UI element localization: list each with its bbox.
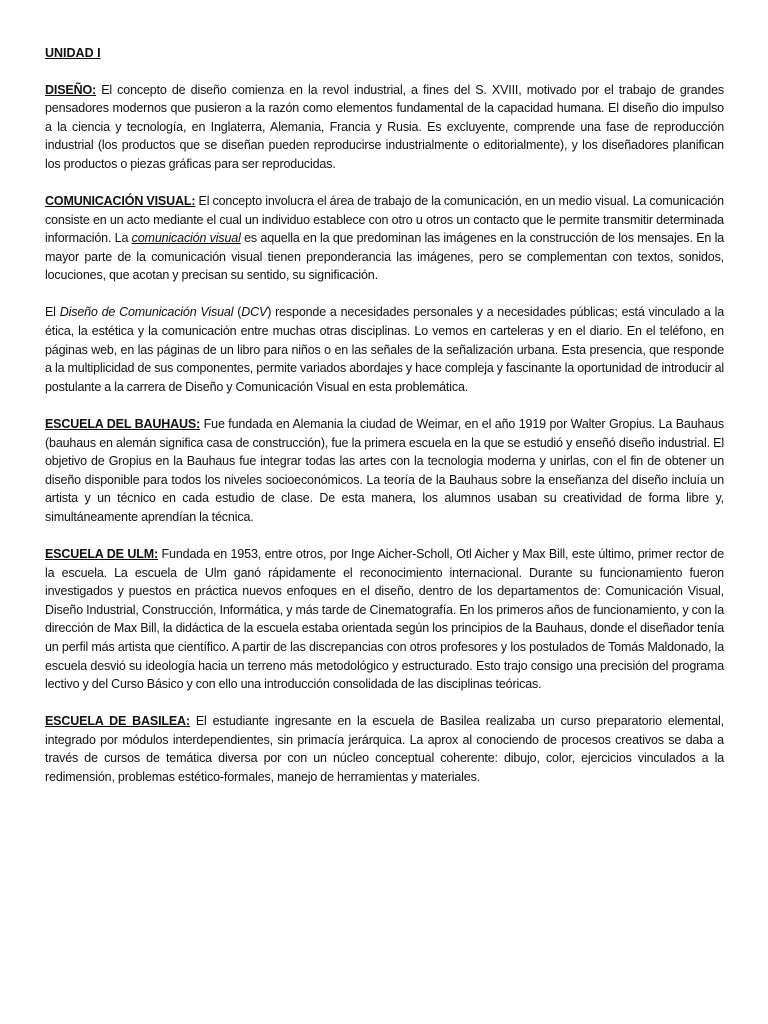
section-label: ESCUELA DEL BAUHAUS: <box>45 416 201 431</box>
paragraph-diseno <box>45 81 724 174</box>
paragraph-ulm <box>45 545 724 694</box>
paragraph-bauhaus <box>45 415 724 527</box>
paragraph-text: El concepto involucra el área de trabajo de la comunicación, en un medio visual. La comunicación consiste en un acto mediante el cual un individuo establece con otro u otros un contacto que le permite transmitir determinada información. La <box>45 193 724 246</box>
section-label: ESCUELA DE BASILEA: <box>45 714 190 729</box>
section-label: DISEÑO: <box>45 82 97 97</box>
emphasized-text: Diseño de Comunicación Visual <box>59 305 234 320</box>
paragraph-basilea <box>45 712 724 786</box>
emphasized-text: DCV <box>241 305 268 320</box>
section-label: COMUNICACIÓN VISUAL: <box>45 193 196 208</box>
emphasized-text: comunicación visual <box>131 231 241 246</box>
paragraph-text: Fue fundada en Alemania la ciudad de Weimar, en el año 1919 por Walter Gropius. La Bauhaus (bauhaus en alemán significa casa de construcción), fue la primera escuela en la que se estudió y enseñó diseño industrial. El objetivo de Gropius en la Bauhaus fue integrar todas las artes con la tecnologia moderna y unirlas, con el fin de obtener un diseño disponible para todos los niveles socioeconómicos. La teoría de la Bauhaus sobre la enseñanza del diseño incluía un artista y un técnico en cada estudio de clase. De esta manera, los alumnos usaban su creatividad de forma libre y, simultáneamente aprendían la técnica. <box>45 416 725 524</box>
paragraph-text: ( <box>233 305 242 320</box>
paragraph-text: El concepto de diseño comienza en la revol industrial, a fines del S. XVIII, motivado por el trabajo de grandes pensadores modernos que pusieron a la razón como elementos fundamental de la capacidad humana. El diseño dio impulso a la ciencia y tecnología, en Inglaterra, Alemania, Francia y Rusia. Es excluyente, comprende una fase de reproducción industrial (los productos que se diseñan pueden reproducirse industrialmente o editorialmente), y los diseñadores planifican los productos o piezas gráficas para ser reproducidas. <box>45 82 724 171</box>
paragraph-text: ) responde a necesidades personales y a necesidades públicas; está vinculado a la ética, la estética y la comunicación entre muchas otras disciplinas. Lo vemos en carteleras y en el diario. En el teléfono, en páginas web, en las páginas de un libro para niños o en las señales de la señalización urbana. Esta presencia, que responde a la multiplicidad de sus componentes, permite variados abordajes y hace compleja y fascinante la oportunidad de introducir al postulante a la carrera de Diseño y Comunicación Visual en esta problemática. <box>45 305 724 394</box>
paragraph-text: El <box>45 305 60 320</box>
paragraph-text: Fundada en 1953, entre otros, por Inge Aicher-Scholl, Otl Aicher y Max Bill, este último, primer rector de la escuela. La escuela de Ulm ganó rápidamente el reconocimiento internacional. Durante su funcionamiento fueron investigados y puestos en práctica nuevos enfoques en el diseño, dentro de los departamentos de: Comunicación Visual, Diseño Industrial, Construcción, Informática, y más tarde de Cinematografía. En los primeros años de funcionamiento, y con la dirección de Max Bill, la didáctica de la escuela estaba orientada según los principios de la Bauhaus, donde el diseñador tenía un perfil más artista que científico. A partir de las discrepancias con otros profesores y los postulados de Tomás Maldonado, la escuela desvió su ideología hacia un terreno más metodológico y estructurado. Esto trajo consigo una precisión del programa lectivo y del Curso Básico y con ello una introducción consolidada de las disciplinas teóricas. <box>45 546 724 692</box>
document-body <box>45 81 724 787</box>
section-label: ESCUELA DE ULM: <box>45 546 159 561</box>
paragraph-dcv <box>45 303 724 396</box>
paragraph-comunicacion-visual <box>45 192 724 285</box>
paragraph-text: El estudiante ingresante en la escuela de Basilea realizaba un curso preparatorio elemental, integrado por módulos interdependientes, sin primacía jerárquica. La aprox al conociendo de procesos creativos se daba a través de cursos de temática diversa por con un núcleo conceptual coherente: dibujo, color, ejercicios vinculados a la redimensión, problemas estético-formales, manejo de herramientas y materiales. <box>45 714 724 784</box>
document-heading: UNIDAD I <box>45 46 101 60</box>
paragraph-text: es aquella en la que predominan las imágenes en la construcción de los mensajes. En la mayor parte de la comunicación visual tienen preponderancia las imágenes, pero se complementan con textos, sonidos, locuciones, que acotan y precisan su sentido, su significación. <box>45 231 725 283</box>
